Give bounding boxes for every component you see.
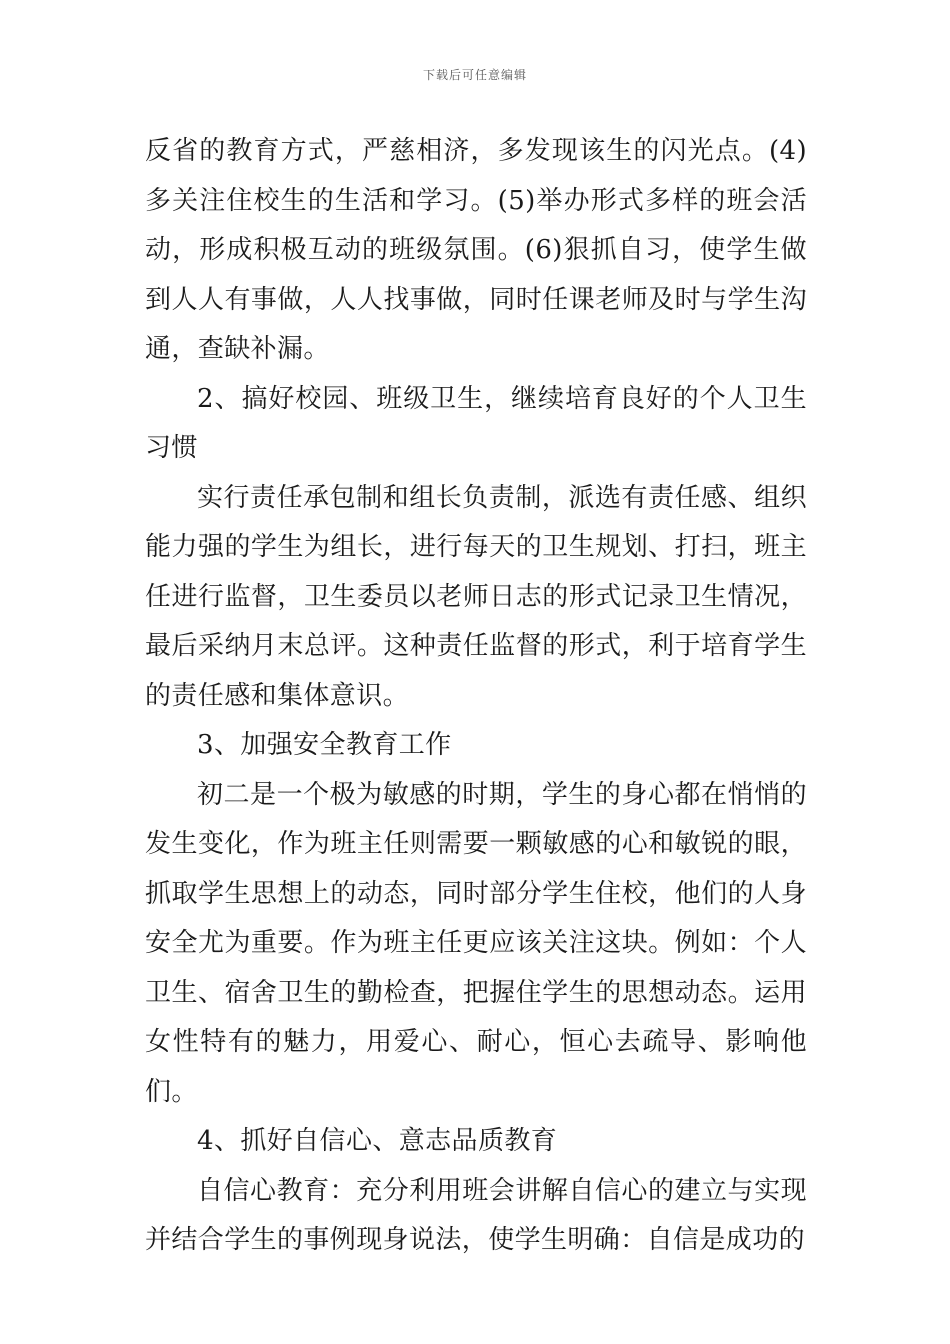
document-body xyxy=(145,127,807,1266)
section-heading-safety: 3、加强安全教育工作 xyxy=(197,730,452,760)
header-note: 下载后可任意编辑 xyxy=(422,68,527,82)
paragraph-safety: 初二是一个极为敏感的时期，学生的身心都在悄悄的发生变化，作为班主任则需要一颗敏感的心和敏锐的眼，抓取学生思想上的动态，同时部分学生住校，他们的人身安全尤为重要。作为班主任更应该关注这块。例如：个人卫生、宿舍卫生的勤检查，把握住学生的思想动态。运用女性特有的魅力，用爱心、耐心，恒心去疏导、影响他们。 xyxy=(145,779,807,1107)
paragraph-hygiene: 实行责任承包制和组长负责制，派选有责任感、组织能力强的学生为组长，进行每天的卫生规划、打扫，班主任进行监督，卫生委员以老师日志的形式记录卫生情况，最后采纳月末总评。这种责任监督的形式，利于培育学生的责任感和集体意识。 xyxy=(145,482,807,711)
paragraph-continuation: 反省的教育方式，严慈相济，多发现该生的闪光点。(4)多关注住校生的生活和学习。(5)举办形式多样的班会活动，形成积极互动的班级氛围。(6)狠抓自习，使学生做到人人有事做，人人找事做，同时任课老师及时与学生沟通，查缺补漏。 xyxy=(145,136,807,364)
section-heading-confidence: 4、抓好自信心、意志品质教育 xyxy=(197,1126,558,1156)
section-heading-hygiene: 2、搞好校园、班级卫生，继续培育良好的个人卫生习惯 xyxy=(145,383,807,463)
paragraph-confidence: 自信心教育：充分利用班会讲解自信心的建立与实现并结合学生的事例现身说法，使学生明确：自信是成功的 xyxy=(145,1175,807,1255)
